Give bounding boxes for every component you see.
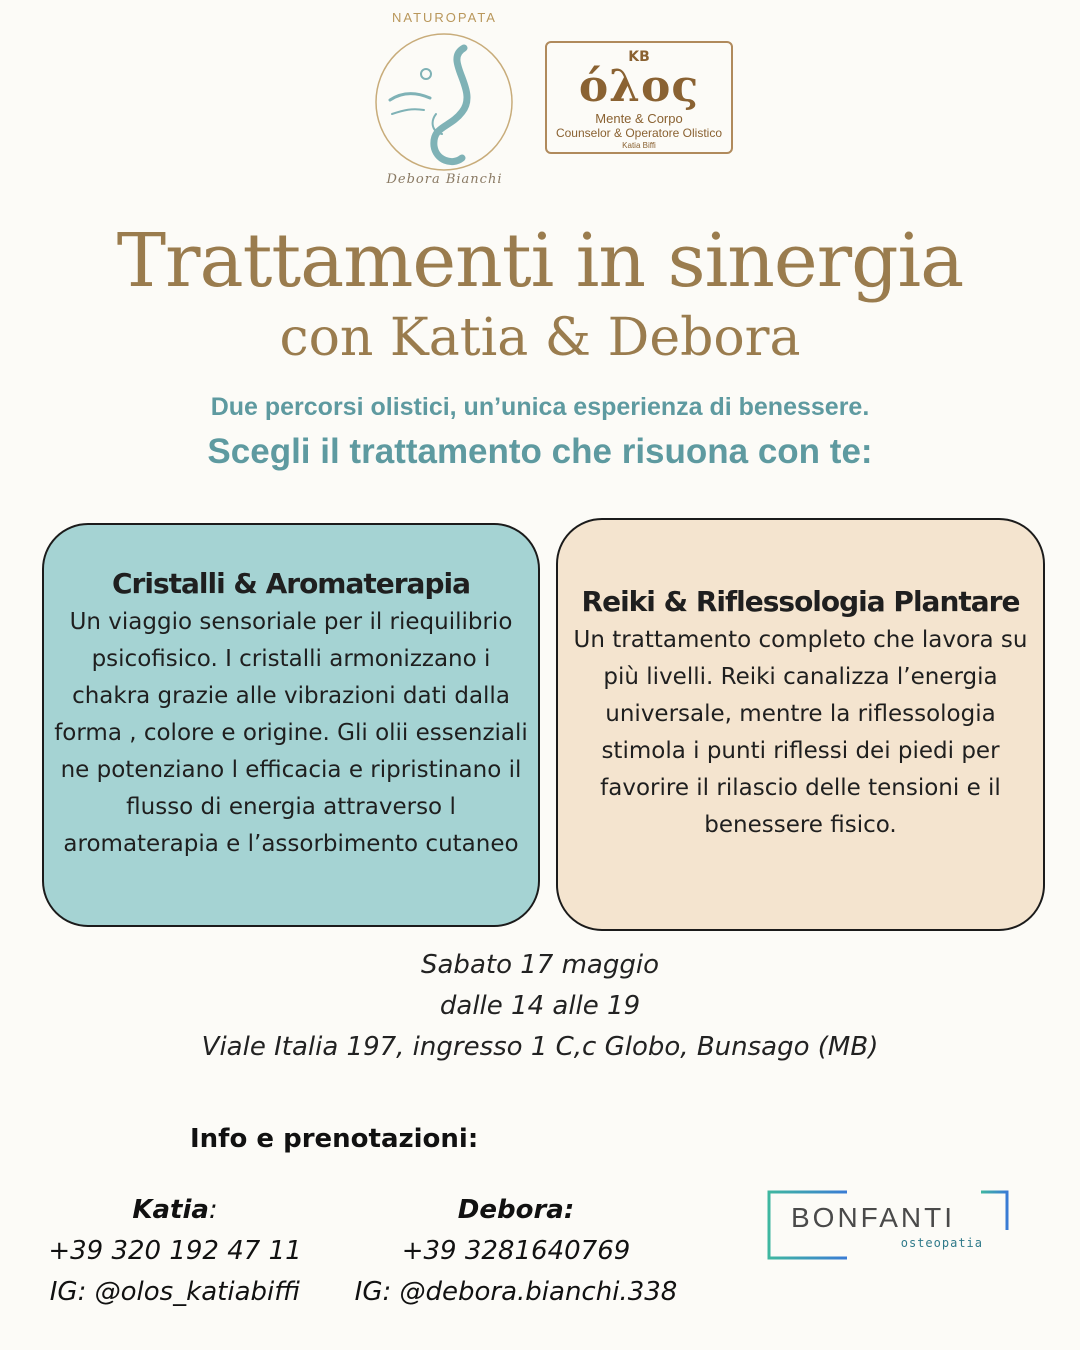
event-time: dalle 14 alle 19 bbox=[439, 991, 641, 1021]
card-reiki bbox=[556, 518, 1045, 931]
logo-signature: Debora Bianchi bbox=[386, 172, 503, 187]
page-subtitle: con Katia & Debora bbox=[279, 308, 801, 368]
choose-prompt: Scegli il trattamento che risuona con te: bbox=[207, 432, 873, 471]
olos-word: όλος bbox=[578, 61, 700, 112]
card-text: Un viaggio sensoriale per il riequilibrio psicofisico. I cristalli armonizzano i chakra grazie alle vibrazioni dati dalla forma , colore e origine. Gli olii essenziali ne potenziano l efficacia e ripristinano il flusso di energia attraverso l aromaterapia e l’assorbimento cutaneo bbox=[54, 609, 528, 857]
olos-kb: KB bbox=[628, 49, 650, 65]
olos-line2: Counselor & Operatore Olistico bbox=[555, 126, 723, 140]
contact-katia bbox=[20, 1193, 330, 1316]
contact-debora bbox=[330, 1193, 702, 1316]
card-text: Un trattamento completo che lavora su più livelli. Reiki canalizza l’energia universale, mentre la riflessologia stimola i punti riflessi dei piedi per favorire il rilascio delle tensioni e il benessere fisico. bbox=[573, 627, 1028, 838]
logo-top-text: NATUROPATA bbox=[392, 10, 497, 25]
info-heading: Info e prenotazioni: bbox=[190, 1124, 479, 1154]
event-address: Viale Italia 197, ingresso 1 C,c Globo, Bunsago (MB) bbox=[201, 1032, 879, 1062]
dancer-circle-icon bbox=[372, 30, 517, 175]
contact-instagram[interactable]: IG: @olos_katiabiffi bbox=[49, 1277, 301, 1307]
olos-line1: Mente & Corpo bbox=[595, 111, 683, 126]
card-title: Cristalli & Aromaterapia bbox=[111, 567, 470, 600]
contact-phone[interactable]: +39 320 192 47 11 bbox=[48, 1236, 302, 1266]
card-title: Reiki & Riflessologia Plantare bbox=[581, 585, 1020, 618]
contact-name: Debora: bbox=[457, 1195, 575, 1225]
bonfanti-logo bbox=[767, 1190, 1009, 1260]
page-title: Trattamenti in sinergia bbox=[116, 218, 964, 304]
olos-logo bbox=[545, 41, 733, 154]
contact-colon: : bbox=[208, 1195, 218, 1225]
tagline: Due percorsi olistici, un’unica esperienza di benessere. bbox=[210, 393, 870, 421]
event-date: Sabato 17 maggio bbox=[421, 950, 659, 980]
bonfanti-sub: osteopatia bbox=[900, 1236, 983, 1250]
contact-name-line bbox=[20, 1193, 330, 1234]
olos-line3: Katia Biffi bbox=[622, 141, 656, 150]
contact-phone[interactable]: +39 3281640769 bbox=[401, 1236, 631, 1266]
naturopata-logo bbox=[372, 8, 517, 193]
contact-name: Katia bbox=[132, 1195, 209, 1225]
bonfanti-word: BONFANTI bbox=[791, 1202, 956, 1233]
contact-name-line bbox=[330, 1193, 702, 1234]
card-cristalli bbox=[42, 523, 540, 927]
contact-instagram[interactable]: IG: @debora.bianchi.338 bbox=[354, 1277, 678, 1307]
